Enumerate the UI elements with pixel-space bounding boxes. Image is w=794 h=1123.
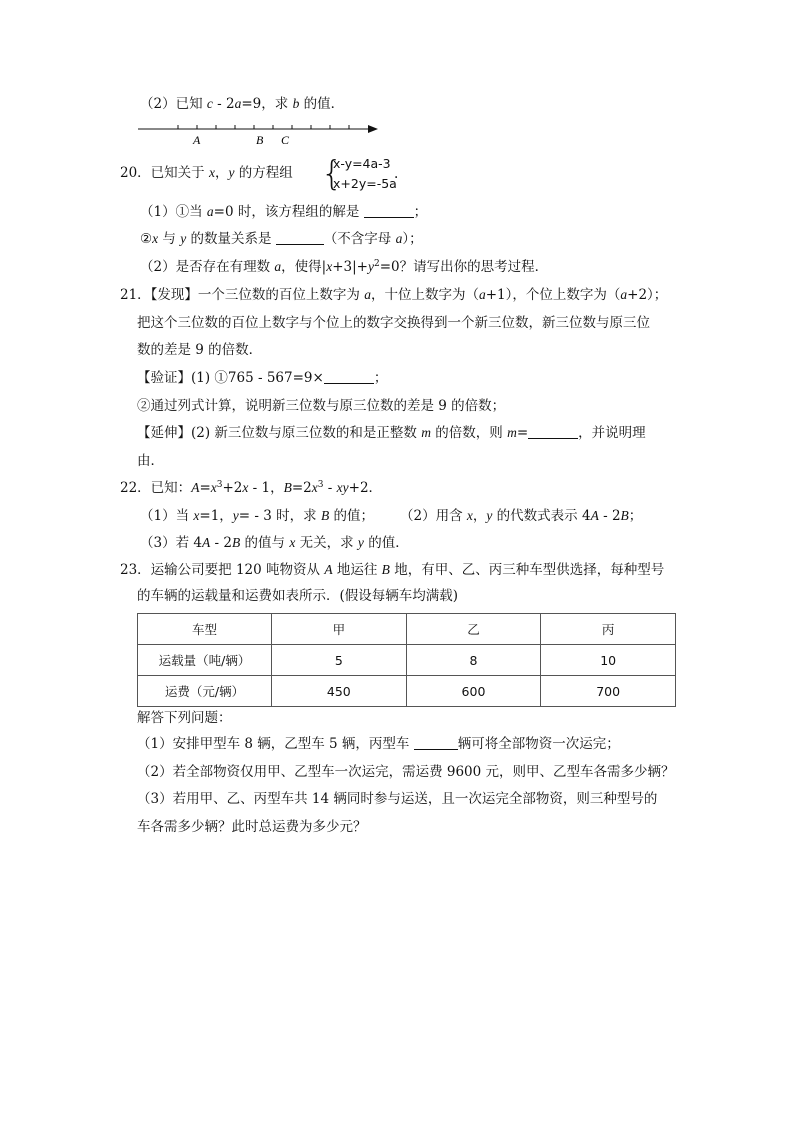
table-header-cell: 丙 (541, 614, 676, 645)
var: y (232, 508, 239, 523)
var: B (620, 508, 629, 523)
period: . (394, 166, 399, 182)
text: - 2 (212, 96, 235, 112)
brace-icon: { (321, 154, 343, 194)
text: 地运往 (332, 562, 382, 578)
text: =0 时，该方程组的解是 (213, 204, 364, 220)
table-cell: 450 (272, 676, 407, 707)
var: A (590, 508, 599, 523)
table-header-cell: 车型 (138, 614, 272, 645)
var: x (193, 508, 200, 523)
q20-part2 (140, 258, 548, 276)
q21-line5: ②通过列式计算，说明新三位数与原三位数的差是 9 的倍数； (137, 398, 506, 414)
q23-answer-intro: 解答下列问题： (137, 710, 232, 726)
q23-line1 (120, 561, 664, 579)
table-cell: 5 (272, 645, 407, 676)
var: y (180, 231, 187, 246)
text: 的数量关系是 (186, 231, 276, 247)
text: +3|+ (332, 259, 368, 275)
exponent: 2 (373, 259, 380, 269)
table-row (138, 645, 676, 676)
text: （3）若 4 (140, 535, 202, 551)
var: a (478, 287, 486, 302)
label-b: B (256, 133, 264, 147)
text: 的值． (363, 535, 409, 551)
text: +2． (348, 480, 383, 496)
answer-blank[interactable] (528, 426, 578, 439)
var: B (283, 480, 292, 495)
answer-blank[interactable] (324, 371, 374, 384)
text: ，并说明理 (578, 425, 646, 441)
var: x (311, 480, 318, 495)
text: - 1， (248, 480, 284, 496)
text: 的方程组 (234, 165, 293, 181)
text: （1）安排甲型车 8 辆，乙型车 5 辆，丙型车 (137, 736, 414, 752)
text: 地，有甲、乙、丙三种车型供选择，每种型号 (389, 562, 665, 578)
var: B (381, 562, 390, 577)
answer-blank[interactable] (364, 205, 414, 218)
var: a (274, 259, 282, 274)
table-cell: 700 (541, 676, 676, 707)
text: =9，求 (241, 96, 293, 112)
text: +1），个位上数字为（ (485, 287, 621, 303)
table-header-cell: 甲 (272, 614, 407, 645)
q22-line1: 22．已知：$A=x^3+2x - 1$，$B=2x^3 - xy+2$． (120, 480, 383, 496)
table-cell: 运载量（吨/辆） (138, 645, 272, 676)
table-header-row (138, 614, 676, 645)
q21-line6 (137, 424, 646, 442)
text: 的倍数，则 (430, 425, 508, 441)
var: x (210, 480, 217, 495)
table-cell: 600 (406, 676, 541, 707)
text: =2 (291, 480, 312, 496)
text: 【验证】(1) ①765 - 567=9× (137, 370, 324, 386)
table-row (138, 676, 676, 707)
q20-part1 (140, 203, 427, 221)
var: a (364, 287, 371, 302)
text: （1）当 (140, 508, 194, 524)
number-line-arrow (368, 125, 378, 133)
var: x (289, 535, 296, 550)
var: x (326, 259, 333, 274)
var: A (201, 535, 211, 550)
exponent: 3 (317, 480, 324, 490)
q20-part1b (140, 230, 423, 248)
q23-part2: （2）若全部物资仅用甲、乙型车一次运完，需运费 9600 元，则甲、乙型车各需多少辆？ (137, 764, 675, 780)
var: A (324, 562, 333, 577)
table-cell: 10 (541, 645, 676, 676)
var: xy (336, 480, 349, 495)
var: y (357, 535, 364, 550)
transport-table (137, 613, 676, 707)
text: ② (140, 231, 153, 247)
text: （不含字母 (323, 231, 396, 247)
var: B (231, 535, 241, 550)
var: m (421, 425, 431, 440)
text: - 2 (210, 535, 232, 551)
var: y (367, 259, 374, 274)
text: 辆可将全部物资一次运完； (457, 736, 620, 752)
text: 【延伸】(2) 新三位数与原三位数的和是正整数 (137, 425, 422, 441)
equation-1: x-y=4a-3 (333, 156, 391, 171)
label-a: A (193, 133, 201, 147)
text: （2）是否存在有理数 (140, 259, 275, 275)
q20-stem (120, 164, 293, 182)
var: A (191, 480, 200, 495)
q22-line2 (140, 507, 374, 525)
text: 的代数式表示 4 (492, 508, 591, 524)
exponent: 3 (216, 480, 223, 490)
q22-line3 (140, 534, 409, 552)
text: （2）用含 (400, 508, 467, 524)
q21-line1 (120, 286, 667, 304)
q22-line2b (400, 507, 642, 525)
number-line (138, 118, 378, 148)
text: 的值； (329, 508, 374, 524)
text: 无关，求 (295, 535, 358, 551)
text: 20．已知关于 (120, 165, 209, 181)
text: = (516, 425, 529, 441)
text: 22．已知： (120, 480, 192, 496)
text: ， (214, 165, 229, 181)
q21-line7: 由． (137, 453, 164, 469)
text: ，十位上数字为（ (370, 287, 479, 303)
text: = - 3 时，求 (238, 508, 321, 524)
q21-line3: 数的差是 9 的倍数． (137, 342, 263, 358)
text: ； (373, 370, 388, 386)
text: ）； (402, 231, 423, 247)
equation-system (321, 154, 397, 194)
q21-line2: 把这个三位数的百位上数字与个位上的数字交换得到一个新三位数，新三位数与原三位 (137, 315, 650, 331)
label-c: C (281, 133, 290, 147)
text: 的值与 (240, 535, 290, 551)
var: c (206, 96, 213, 111)
var: B (320, 508, 330, 523)
var: x (466, 508, 473, 523)
text: 21．【发现】一个三位数的百位上数字为 (120, 287, 365, 303)
q23-part1 (137, 735, 620, 753)
text: ； (413, 204, 428, 220)
var: a (620, 287, 628, 302)
q19-part2 (140, 95, 344, 113)
text: ，使得| (281, 259, 327, 275)
text: ； (628, 508, 643, 524)
text: ， (472, 508, 487, 524)
table-cell: 8 (406, 645, 541, 676)
table-cell: 运费（元/辆） (138, 676, 272, 707)
var: x (152, 231, 159, 246)
var: y (486, 508, 493, 523)
var: a (234, 96, 242, 111)
var: m (507, 425, 517, 440)
text: =0？请写出你的思考过程． (379, 259, 549, 275)
number-line-ticks (178, 125, 349, 129)
text: =1， (199, 508, 233, 524)
q23-part3: （3）若用甲、乙、丙型车共 14 辆同时参与运送，且一次运完全部物资，则三种型号的 (137, 791, 658, 807)
text: +2）； (627, 287, 668, 303)
text: 的值． (299, 96, 345, 112)
table-header-cell: 乙 (406, 614, 541, 645)
text: +2 (222, 480, 243, 496)
var: a (395, 231, 403, 246)
text: = (199, 480, 211, 496)
text: - 2 (598, 508, 621, 524)
text: （2）已知 (140, 96, 207, 112)
var: x (208, 165, 215, 180)
text: 与 (158, 231, 181, 247)
text: 23．运输公司要把 120 吨物资从 (120, 562, 325, 578)
var: y (228, 165, 235, 180)
text: （1）①当 (140, 204, 207, 220)
answer-blank[interactable] (276, 232, 324, 245)
q23-line2: 的车辆的运载量和运费如表所示．(假设每辆车均满载) (137, 588, 459, 604)
answer-blank[interactable] (414, 737, 458, 750)
var: b (292, 96, 300, 111)
q21-line4 (137, 369, 387, 387)
var: a (206, 204, 214, 219)
q23-part3b: 车各需多少辆？此时总运费为多少元？ (137, 819, 367, 835)
equation-2: x+2y=-5a (333, 176, 397, 191)
var: x (242, 480, 249, 495)
